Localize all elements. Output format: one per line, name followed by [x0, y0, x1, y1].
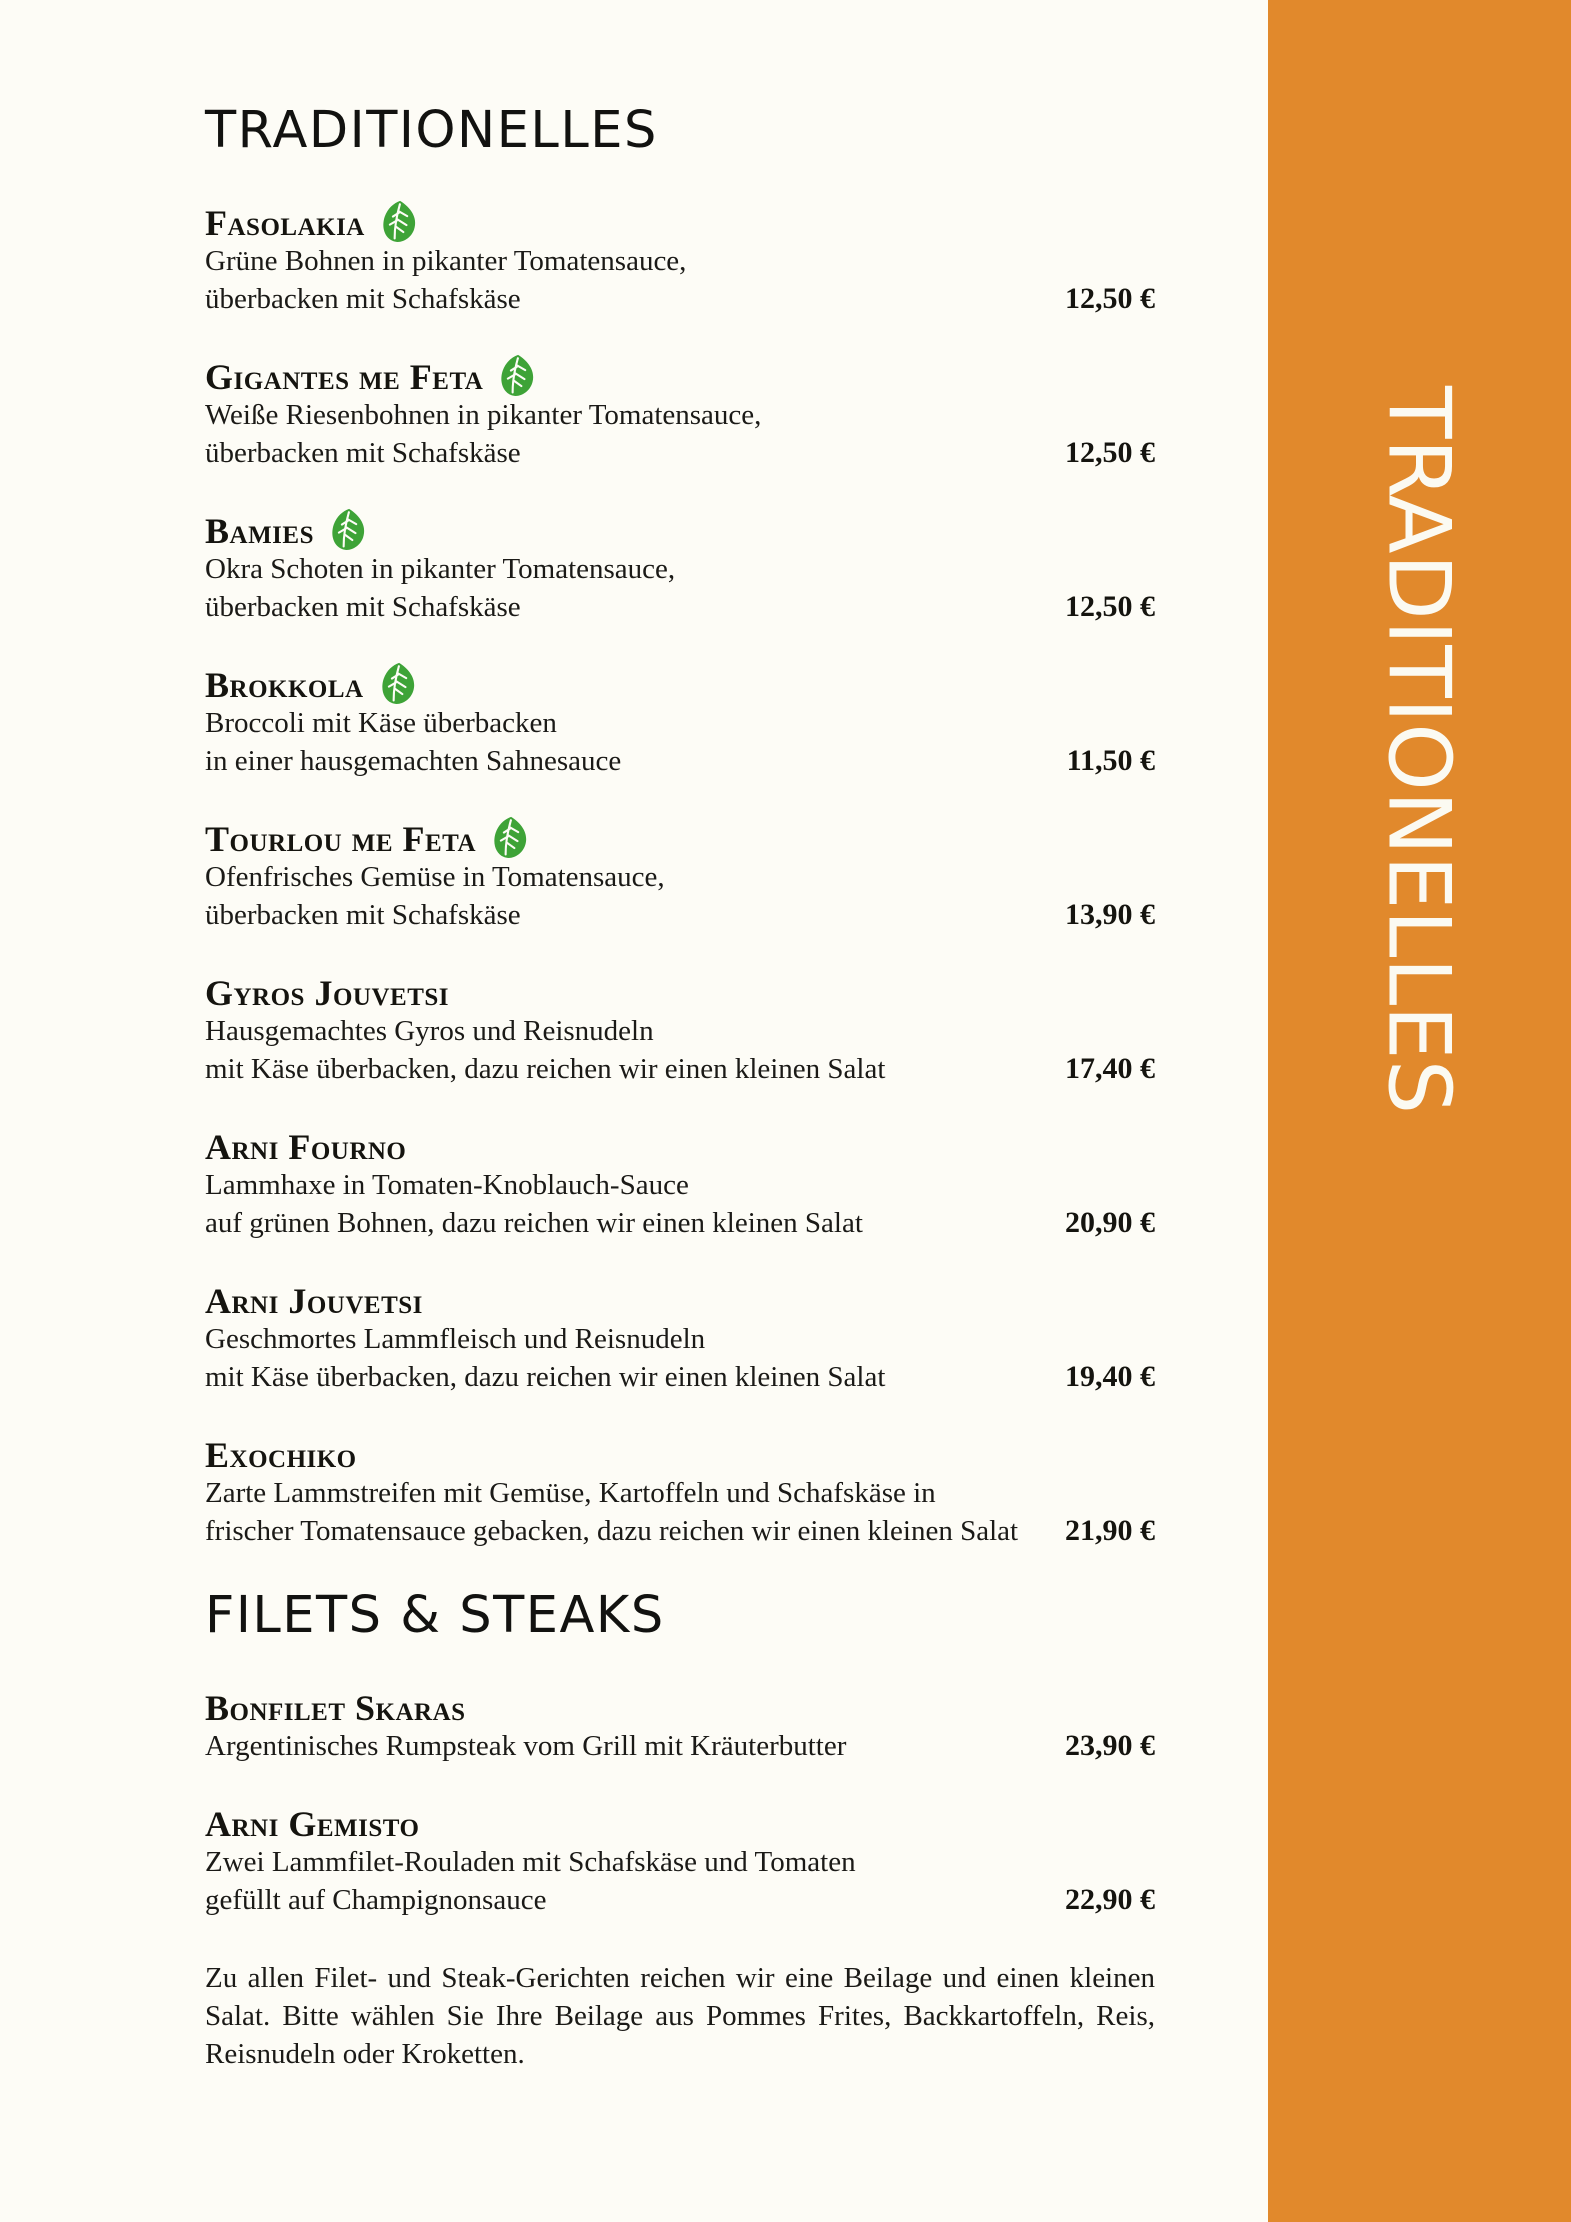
item-description-line: Lammhaxe in Tomaten-Knoblauch-Sauce — [205, 1169, 689, 1201]
item-name: Arni Gemisto — [205, 1804, 420, 1844]
item-text — [205, 512, 1049, 626]
item-price: 12,50 € — [1065, 590, 1155, 623]
item-description — [205, 242, 1049, 318]
item-description-line: Broccoli mit Käse überbacken — [205, 707, 557, 739]
item-text — [205, 974, 1049, 1088]
item-description-line: überbacken mit Schafskäse — [205, 283, 521, 315]
item-description-line: überbacken mit Schafskäse — [205, 437, 521, 469]
vegetarian-leaf-icon — [375, 660, 419, 708]
item-description — [205, 1727, 1049, 1765]
sidebar-vertical-title: TRADITIONELLES — [1368, 386, 1469, 1115]
item-price: 20,90 € — [1065, 1206, 1155, 1239]
item-description — [205, 704, 1051, 780]
menu-content — [205, 0, 1155, 2102]
item-description — [205, 396, 1049, 472]
item-name: Arni Jouvetsi — [205, 1281, 423, 1321]
section-items — [205, 1689, 1155, 1919]
item-name-row — [205, 1282, 1049, 1320]
item-description — [205, 1012, 1049, 1088]
item-text — [205, 1805, 1049, 1919]
menu-item — [205, 1128, 1155, 1242]
menu-section — [205, 1586, 1155, 2073]
menu-item — [205, 1805, 1155, 1919]
item-price: 21,90 € — [1065, 1514, 1155, 1547]
menu-item — [205, 974, 1155, 1088]
item-description — [205, 858, 1049, 934]
item-description-line: Zwei Lammfilet-Rouladen mit Schafskäse und Tomaten — [205, 1846, 856, 1878]
item-description — [205, 1474, 1049, 1550]
item-description — [205, 550, 1049, 626]
item-name: Gigantes me Feta — [205, 357, 484, 397]
item-price: 19,40 € — [1065, 1360, 1155, 1393]
item-description-line: Argentinisches Rumpsteak vom Grill mit Kräuterbutter — [205, 1730, 847, 1762]
item-price: 17,40 € — [1065, 1052, 1155, 1085]
section-title: FILETS & STEAKS — [205, 1586, 665, 1645]
menu-item — [205, 1436, 1155, 1550]
item-name: Tourlou me Feta — [205, 819, 477, 859]
item-price: 12,50 € — [1065, 436, 1155, 469]
item-name-row — [205, 358, 1049, 396]
menu-section — [205, 101, 1155, 1550]
item-name-row — [205, 1436, 1049, 1474]
menu-item — [205, 358, 1155, 472]
item-description-line: Ofenfrisches Gemüse in Tomatensauce, — [205, 861, 665, 893]
item-name: Bamies — [205, 511, 314, 551]
item-price: 11,50 € — [1066, 744, 1155, 777]
item-name: Brokkola — [205, 665, 364, 705]
item-name: Arni Fourno — [205, 1127, 407, 1167]
menu-item — [205, 820, 1155, 934]
item-text — [205, 358, 1049, 472]
vegetarian-leaf-icon — [377, 198, 421, 246]
item-name: Exochiko — [205, 1435, 357, 1475]
item-description — [205, 1320, 1049, 1396]
item-description — [205, 1166, 1049, 1242]
item-text — [205, 1689, 1049, 1765]
item-text — [205, 666, 1051, 780]
item-description-line: in einer hausgemachten Sahnesauce — [205, 745, 622, 777]
item-name-row — [205, 1128, 1049, 1166]
item-price: 12,50 € — [1065, 282, 1155, 315]
menu-item — [205, 1282, 1155, 1396]
item-price: 13,90 € — [1065, 898, 1155, 931]
item-name-row — [205, 820, 1049, 858]
menu-item — [205, 204, 1155, 318]
item-description-line: Hausgemachtes Gyros und Reisnudeln — [205, 1015, 654, 1047]
item-description-line: überbacken mit Schafskäse — [205, 899, 521, 931]
item-description-line: Geschmortes Lammfleisch und Reisnudeln — [205, 1323, 706, 1355]
item-name: Fasolakia — [205, 203, 365, 243]
item-text — [205, 1436, 1049, 1550]
sides-footnote: Zu allen Filet- und Steak-Gerichten reichen wir eine Beilage und einen kleinen Salat. Bitte wählen Sie Ihre Beilage aus Pommes Frites, Backkartoffeln, Reis, Reisnudeln oder Kroketten. — [205, 1962, 1155, 2070]
item-name: Bonfilet Skaras — [205, 1688, 466, 1728]
item-description-line: frischer Tomatensauce gebacken, dazu reichen wir einen kleinen Salat — [205, 1515, 1019, 1547]
vegetarian-leaf-icon — [495, 352, 539, 400]
section-items — [205, 204, 1155, 1550]
item-name: Gyros Jouvetsi — [205, 973, 449, 1013]
item-price: 22,90 € — [1065, 1883, 1155, 1916]
item-name-row — [205, 204, 1049, 242]
item-name-row — [205, 666, 1051, 704]
item-description-line: mit Käse überbacken, dazu reichen wir einen kleinen Salat — [205, 1361, 886, 1393]
section-title: TRADITIONELLES — [205, 101, 658, 160]
item-description-line: Okra Schoten in pikanter Tomatensauce, — [205, 553, 676, 585]
item-description-line: Grüne Bohnen in pikanter Tomatensauce, — [205, 245, 687, 277]
item-text — [205, 820, 1049, 934]
item-description-line: auf grünen Bohnen, dazu reichen wir einen kleinen Salat — [205, 1207, 863, 1239]
menu-item — [205, 666, 1155, 780]
menu-item — [205, 512, 1155, 626]
menu-item — [205, 1689, 1155, 1765]
item-text — [205, 1282, 1049, 1396]
item-description-line: gefüllt auf Champignonsauce — [205, 1884, 547, 1916]
item-text — [205, 204, 1049, 318]
item-description — [205, 1843, 1049, 1919]
item-description-line: Weiße Riesenbohnen in pikanter Tomatensauce, — [205, 399, 762, 431]
item-description-line: überbacken mit Schafskäse — [205, 591, 521, 623]
item-description-line: mit Käse überbacken, dazu reichen wir einen kleinen Salat — [205, 1053, 886, 1085]
item-name-row — [205, 512, 1049, 550]
item-description-line: Zarte Lammstreifen mit Gemüse, Kartoffeln und Schafskäse in — [205, 1477, 936, 1509]
vegetarian-leaf-icon — [326, 506, 370, 554]
item-name-row — [205, 1805, 1049, 1843]
item-name-row — [205, 974, 1049, 1012]
vegetarian-leaf-icon — [488, 814, 532, 862]
item-name-row — [205, 1689, 1049, 1727]
item-price: 23,90 € — [1065, 1729, 1155, 1762]
item-text — [205, 1128, 1049, 1242]
